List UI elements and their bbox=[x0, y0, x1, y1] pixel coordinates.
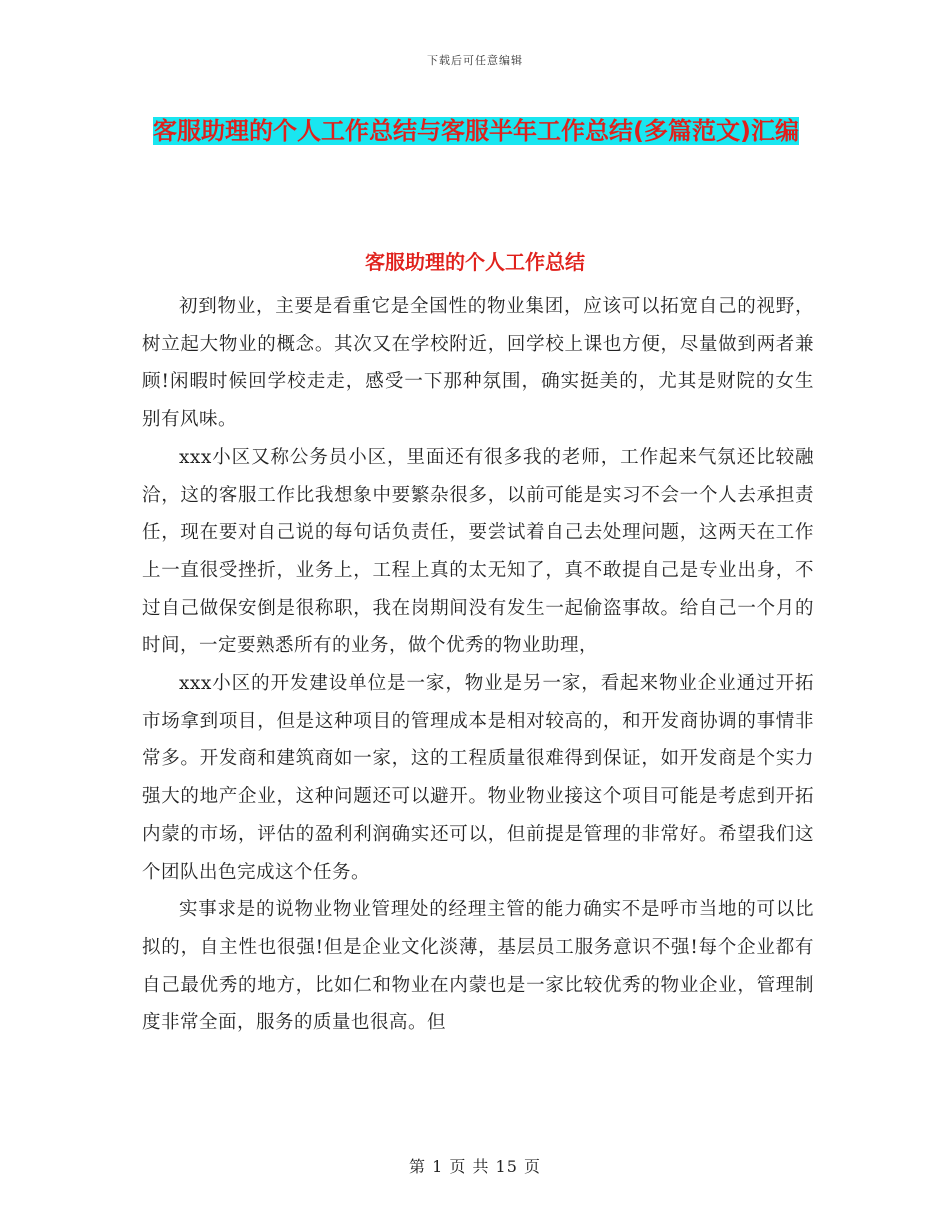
document-title bbox=[140, 108, 812, 155]
document-body bbox=[142, 288, 814, 1042]
paragraph: xxx小区又称公务员小区，里面还有很多我的老师，工作起来气氛还比较融洽，这的客服工作比我想象中要繁杂很多，以前可能是实习不会一个人去承担责任，现在要对自己说的每句话负责任，要尝试着自己去处理问题，这两天在工作上一直很受挫折，业务上，工程上真的太无知了，真不敢提自己是专业出身，不过自己做保安倒是很称职，我在岗期间没有发生一起偷盗事故。给自己一个月的时间，一定要熟悉所有的业务，做个优秀的物业助理， bbox=[142, 446, 814, 657]
document-title-text: 客服助理的个人工作总结与客服半年工作总结(多篇范文)汇编 bbox=[153, 117, 799, 145]
section-title: 客服助理的个人工作总结 bbox=[365, 250, 585, 274]
paragraph: 实事求是的说物业物业管理处的经理主管的能力确实不是呼市当地的可以比拟的，自主性也很强!但是企业文化淡薄，基层员工服务意识不强!每个企业都有自己最优秀的地方，比如仁和物业在内蒙也是一家比较优秀的物业企业，管理制度非常全面，服务的质量也很高。但 bbox=[142, 899, 814, 1034]
page-footer: 第 1 页 共 15 页 bbox=[409, 1157, 541, 1176]
paragraph: 初到物业，主要是看重它是全国性的物业集团，应该可以拓宽自己的视野，树立起大物业的概念。其次又在学校附近，回学校上课也方便，尽量做到两者兼顾!闲暇时候回学校走走，感受一下那种氛围，确实挺美的，尤其是财院的女生别有风味。 bbox=[142, 296, 814, 431]
paragraph: xxx小区的开发建设单位是一家，物业是另一家，看起来物业企业通过开拓市场拿到项目，但是这种项目的管理成本是相对较高的，和开发商协调的事情非常多。开发商和建筑商如一家，这的工程质量很难得到保证，如开发商是个实力强大的地产企业，这种问题还可以避开。物业物业接这个项目可能是考虑到开拓内蒙的市场，评估的盈利利润确实还可以，但前提是管理的非常好。希望我们这个团队出色完成这个任务。 bbox=[142, 673, 814, 883]
header-note: 下载后可任意编辑 bbox=[427, 54, 523, 67]
